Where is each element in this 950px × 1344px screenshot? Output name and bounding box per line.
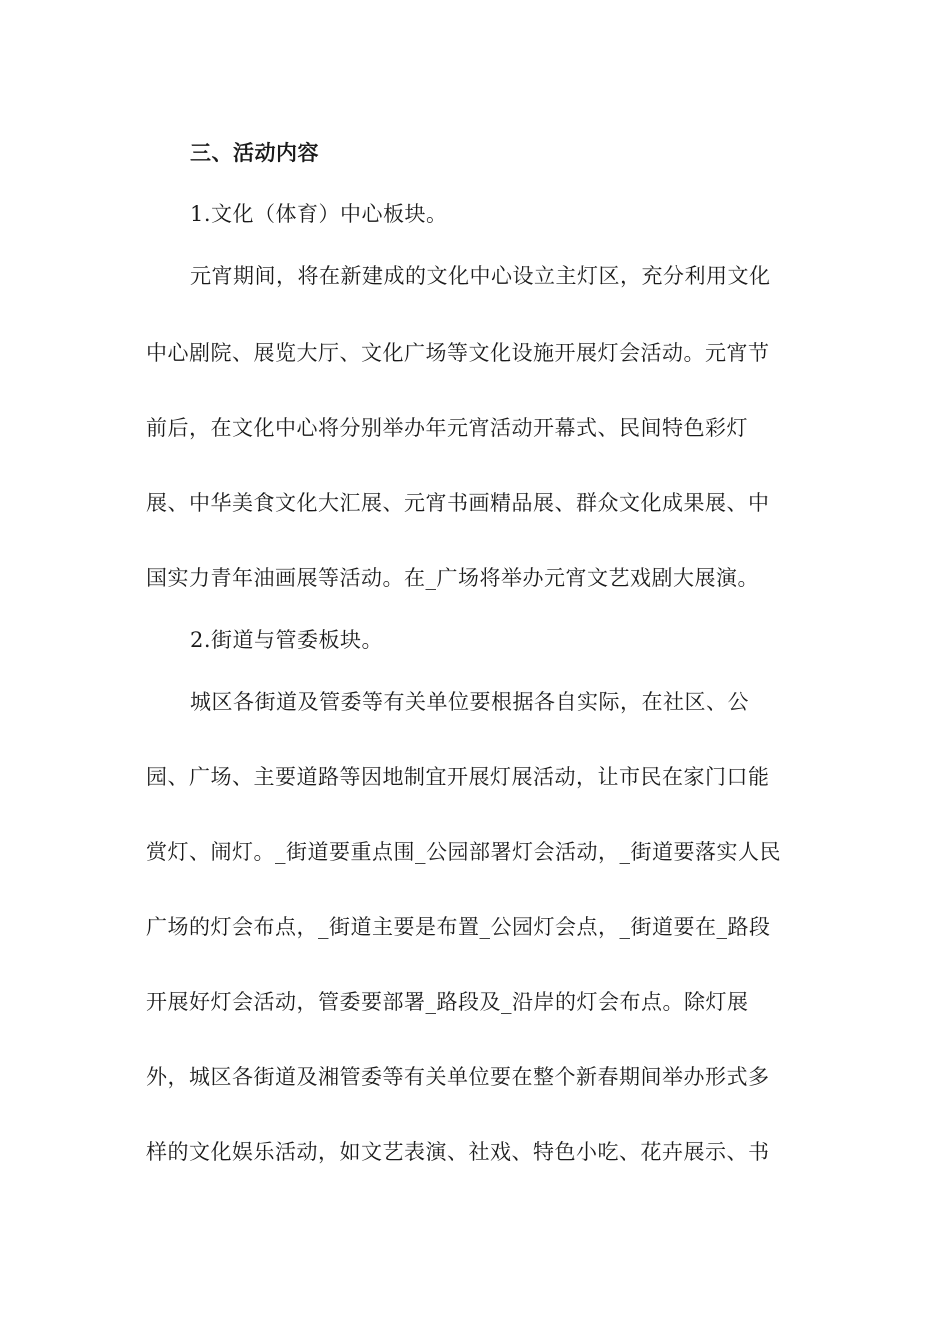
paragraph-line: 赏灯、闹灯。_街道要重点围_公园部署灯会活动，_街道要落实人民 (146, 840, 781, 864)
paragraph-line: 外，城区各街道及湘管委等有关单位要在整个新春期间举办形式多 (146, 1065, 770, 1089)
paragraph-line: 开展好灯会活动，管委要部署_路段及_沿岸的灯会布点。除灯展 (146, 990, 749, 1014)
paragraph-line: 广场的灯会布点，_街道主要是布置_公园灯会点，_街道要在_路段 (146, 915, 771, 939)
paragraph-line: 展、中华美食文化大汇展、元宵书画精品展、群众文化成果展、中 (146, 491, 770, 515)
paragraph-line: 前后，在文化中心将分别举办年元宵活动开幕式、民间特色彩灯 (146, 416, 748, 440)
section-heading: 三、活动内容 (190, 141, 319, 165)
paragraph-line: 国实力青年油画展等活动。在_广场将举办元宵文艺戏剧大展演。 (146, 566, 759, 590)
paragraph-line: 中心剧院、展览大厅、文化广场等文化设施开展灯会活动。元宵节 (146, 341, 770, 365)
paragraph-line: 样的文化娱乐活动，如文艺表演、社戏、特色小吃、花卉展示、书 (146, 1140, 770, 1164)
paragraph-line: 城区各街道及管委等有关单位要根据各自实际，在社区、公 (190, 690, 749, 714)
paragraph-line: 园、广场、主要道路等因地制宜开展灯展活动，让市民在家门口能 (146, 765, 770, 789)
item2-heading: 2.街道与管委板块。 (190, 628, 384, 652)
item1-heading: 1.文化（体育）中心板块。 (190, 202, 448, 226)
paragraph-line: 元宵期间，将在新建成的文化中心设立主灯区，充分利用文化 (190, 264, 771, 288)
